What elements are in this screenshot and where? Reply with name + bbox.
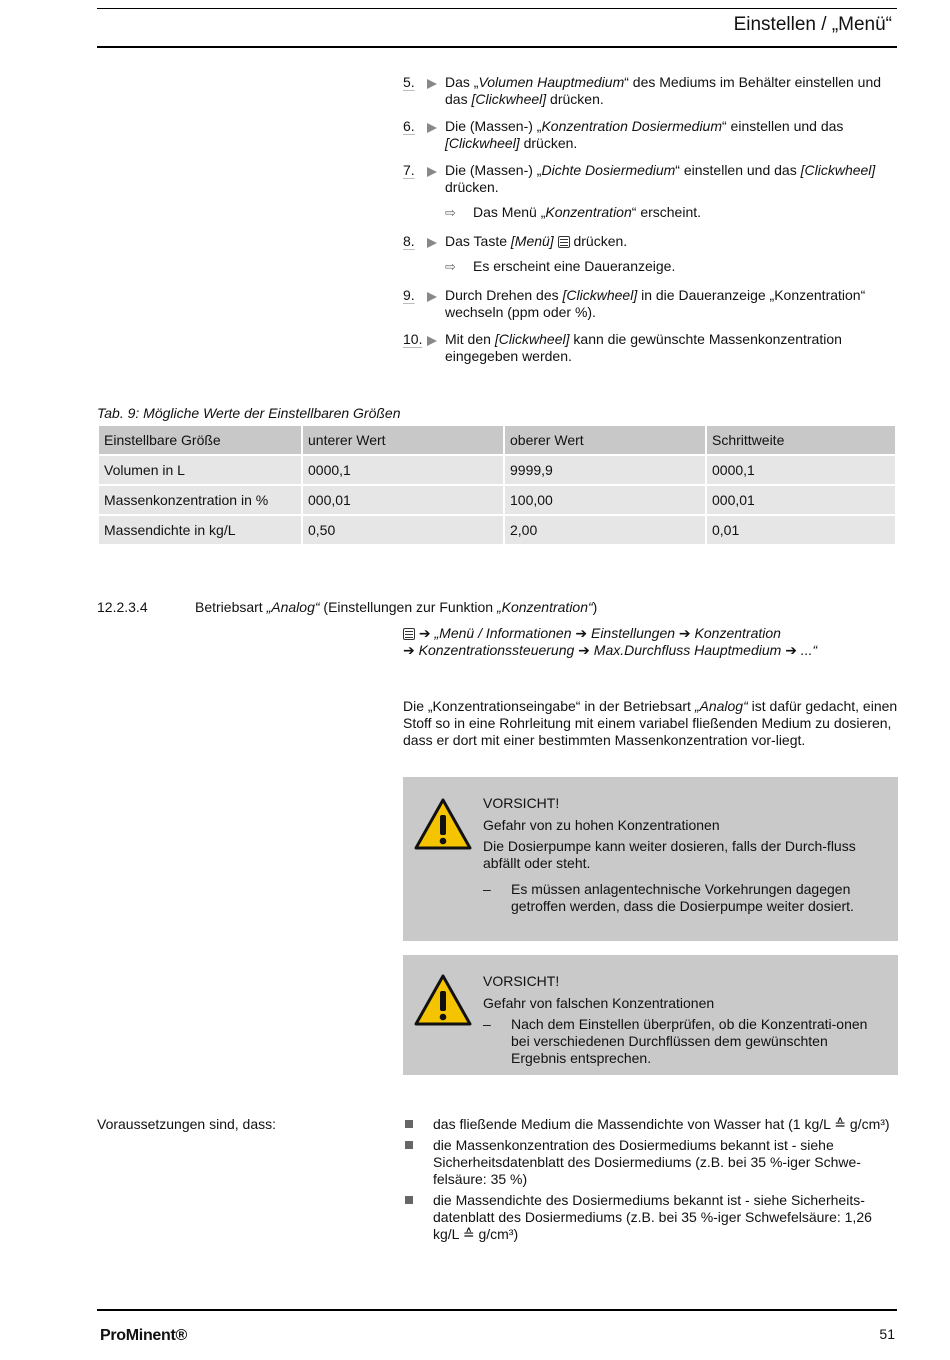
section-number: 12.2.3.4: [97, 599, 148, 615]
table-cell: 9999,9: [505, 456, 705, 484]
warning-signal-word: VORSICHT!: [483, 973, 560, 989]
step-text: Mit den [Clickwheel] kann die gewünschte Massenkonzentration eingegeben werden.: [445, 331, 842, 364]
page-header-title: Einstellen / „Menü“: [733, 14, 892, 35]
table-row: [99, 516, 895, 544]
prerequisites-list: [403, 1116, 898, 1247]
table-cell: 0000,1: [303, 456, 503, 484]
table-cell: Massendichte in kg/L: [99, 516, 301, 544]
list-item: das fließende Medium die Massendichte von Wasser hat (1 kg/L ≙ g/cm³): [403, 1116, 898, 1133]
step-number: 5.: [403, 74, 445, 108]
warning-box: [403, 777, 898, 941]
bullet-square-icon: [405, 1196, 413, 1204]
warning-signal-word: VORSICHT!: [483, 795, 560, 811]
warning-box: [403, 955, 898, 1075]
header-rule-bottom: [97, 46, 897, 48]
list-item: die Massendichte des Dosiermediums bekannt ist - siehe Sicherheits-datenblatt des Dosiermediums (z.B. bei 35 %-iger Schwefelsäure: 1,26 kg/L ≙ g/cm³): [403, 1192, 898, 1243]
step-list: [403, 74, 898, 375]
step-result: ⇨ Es erscheint eine Daueranzeige.: [445, 258, 676, 274]
step-result: ⇨ Das Menü „Konzentration“ erscheint.: [445, 204, 702, 220]
table-row: [99, 456, 895, 484]
table-cell: 000,01: [303, 486, 503, 514]
warning-text: Die Dosierpumpe kann weiter dosieren, falls der Durch-fluss abfällt oder steht.: [483, 838, 856, 871]
table-cell: 100,00: [505, 486, 705, 514]
bullet-square-icon: [405, 1141, 413, 1149]
menu-path: ➔ „Menü / Informationen ➔ Einstellungen ➔ Konzentration ➔ Konzentrationssteuerung ➔ Max.Durchfluss Hauptmedium ➔ ...“: [403, 625, 818, 658]
menu-key-icon: [558, 236, 570, 248]
brand-logo: ProMinent®: [100, 1327, 188, 1344]
step-text: Durch Drehen des [Clickwheel] in die Daueranzeige „Konzentration“ wechseln (ppm oder %).: [445, 287, 866, 320]
step-number: 9.: [403, 287, 445, 321]
page-number: 51: [879, 1326, 895, 1342]
step-item: [403, 74, 898, 108]
step-number: 7.: [403, 162, 445, 196]
table-cell: 2,00: [505, 516, 705, 544]
table-header-row: [99, 426, 895, 454]
table-caption: Tab. 9: Mögliche Werte der Einstellbaren Größen: [97, 405, 401, 421]
prerequisites-label: Voraussetzungen sind, dass:: [97, 1116, 277, 1132]
step-item: [403, 118, 898, 152]
result-arrow-icon: ⇨: [445, 259, 456, 274]
step-number: 6.: [403, 118, 445, 152]
intro-paragraph: Die „Konzentrationseingabe“ in der Betriebsart „Analog“ ist dafür gedacht, einen Stoff so in eine Rohrleitung mit einem variabel fließenden Medium zu dosieren, dass er dort mit einer bestimmten Massenkonzentration vor-liegt.: [403, 698, 898, 748]
step-item: [403, 287, 898, 321]
warning-action: – Es müssen anlagentechnische Vorkehrungen dagegen getroffen werden, dass die Dosierpumpe weiter dosiert.: [483, 881, 854, 914]
table-cell: 0,50: [303, 516, 503, 544]
menu-key-icon: [403, 628, 415, 640]
table-header-cell: oberer Wert: [505, 426, 705, 454]
bullet-square-icon: [405, 1120, 413, 1128]
table-cell: 000,01: [707, 486, 895, 514]
step-item: [403, 331, 898, 365]
path-arrow-icon: ➔: [418, 625, 431, 641]
values-table: [97, 424, 897, 546]
step-text: Das Taste [Menü] drücken.: [445, 233, 628, 249]
step-number: 10.: [403, 331, 445, 365]
table-header-cell: unterer Wert: [303, 426, 503, 454]
step-item: [403, 233, 898, 250]
section-title: Betriebsart „Analog“ (Einstellungen zur Funktion „Konzentration“): [195, 599, 598, 615]
table-row: [99, 486, 895, 514]
step-text: Die (Massen-) „Konzentration Dosiermedium“ einstellen und das [Clickwheel] drücken.: [445, 118, 844, 151]
table-header-cell: Schrittweite: [707, 426, 895, 454]
step-item: [403, 162, 898, 196]
table-cell: 0000,1: [707, 456, 895, 484]
warning-triangle-icon: [413, 797, 473, 851]
table-cell: Volumen in L: [99, 456, 301, 484]
step-text: Das „Volumen Hauptmedium“ des Mediums im Behälter einstellen und das [Clickwheel] drücken.: [445, 74, 882, 107]
table-header-cell: Einstellbare Größe: [99, 426, 301, 454]
step-text: Die (Massen-) „Dichte Dosiermedium“ einstellen und das [Clickwheel] drücken.: [445, 162, 876, 195]
result-arrow-icon: ⇨: [445, 205, 456, 220]
step-number: 8.: [403, 233, 445, 250]
footer-rule: [97, 1309, 897, 1311]
table-cell: Massenkonzentration in %: [99, 486, 301, 514]
table-cell: 0,01: [707, 516, 895, 544]
warning-action: – Nach dem Einstellen überprüfen, ob die Konzentrati-onen bei verschiedenen Durchflüssen dem gewünschten Ergebnis entsprechen.: [483, 1016, 868, 1066]
warning-heading: Gefahr von zu hohen Konzentrationen: [483, 817, 720, 833]
list-item: die Massenkonzentration des Dosiermediums bekannt ist - siehe Sicherheitsdatenblatt des Dosiermediums (z.B. bei 35 %-iger Schwe-felsäure: 35 %): [403, 1137, 898, 1188]
warning-triangle-icon: [413, 973, 473, 1027]
header-rule-top: [97, 8, 897, 9]
warning-heading: Gefahr von falschen Konzentrationen: [483, 995, 715, 1011]
